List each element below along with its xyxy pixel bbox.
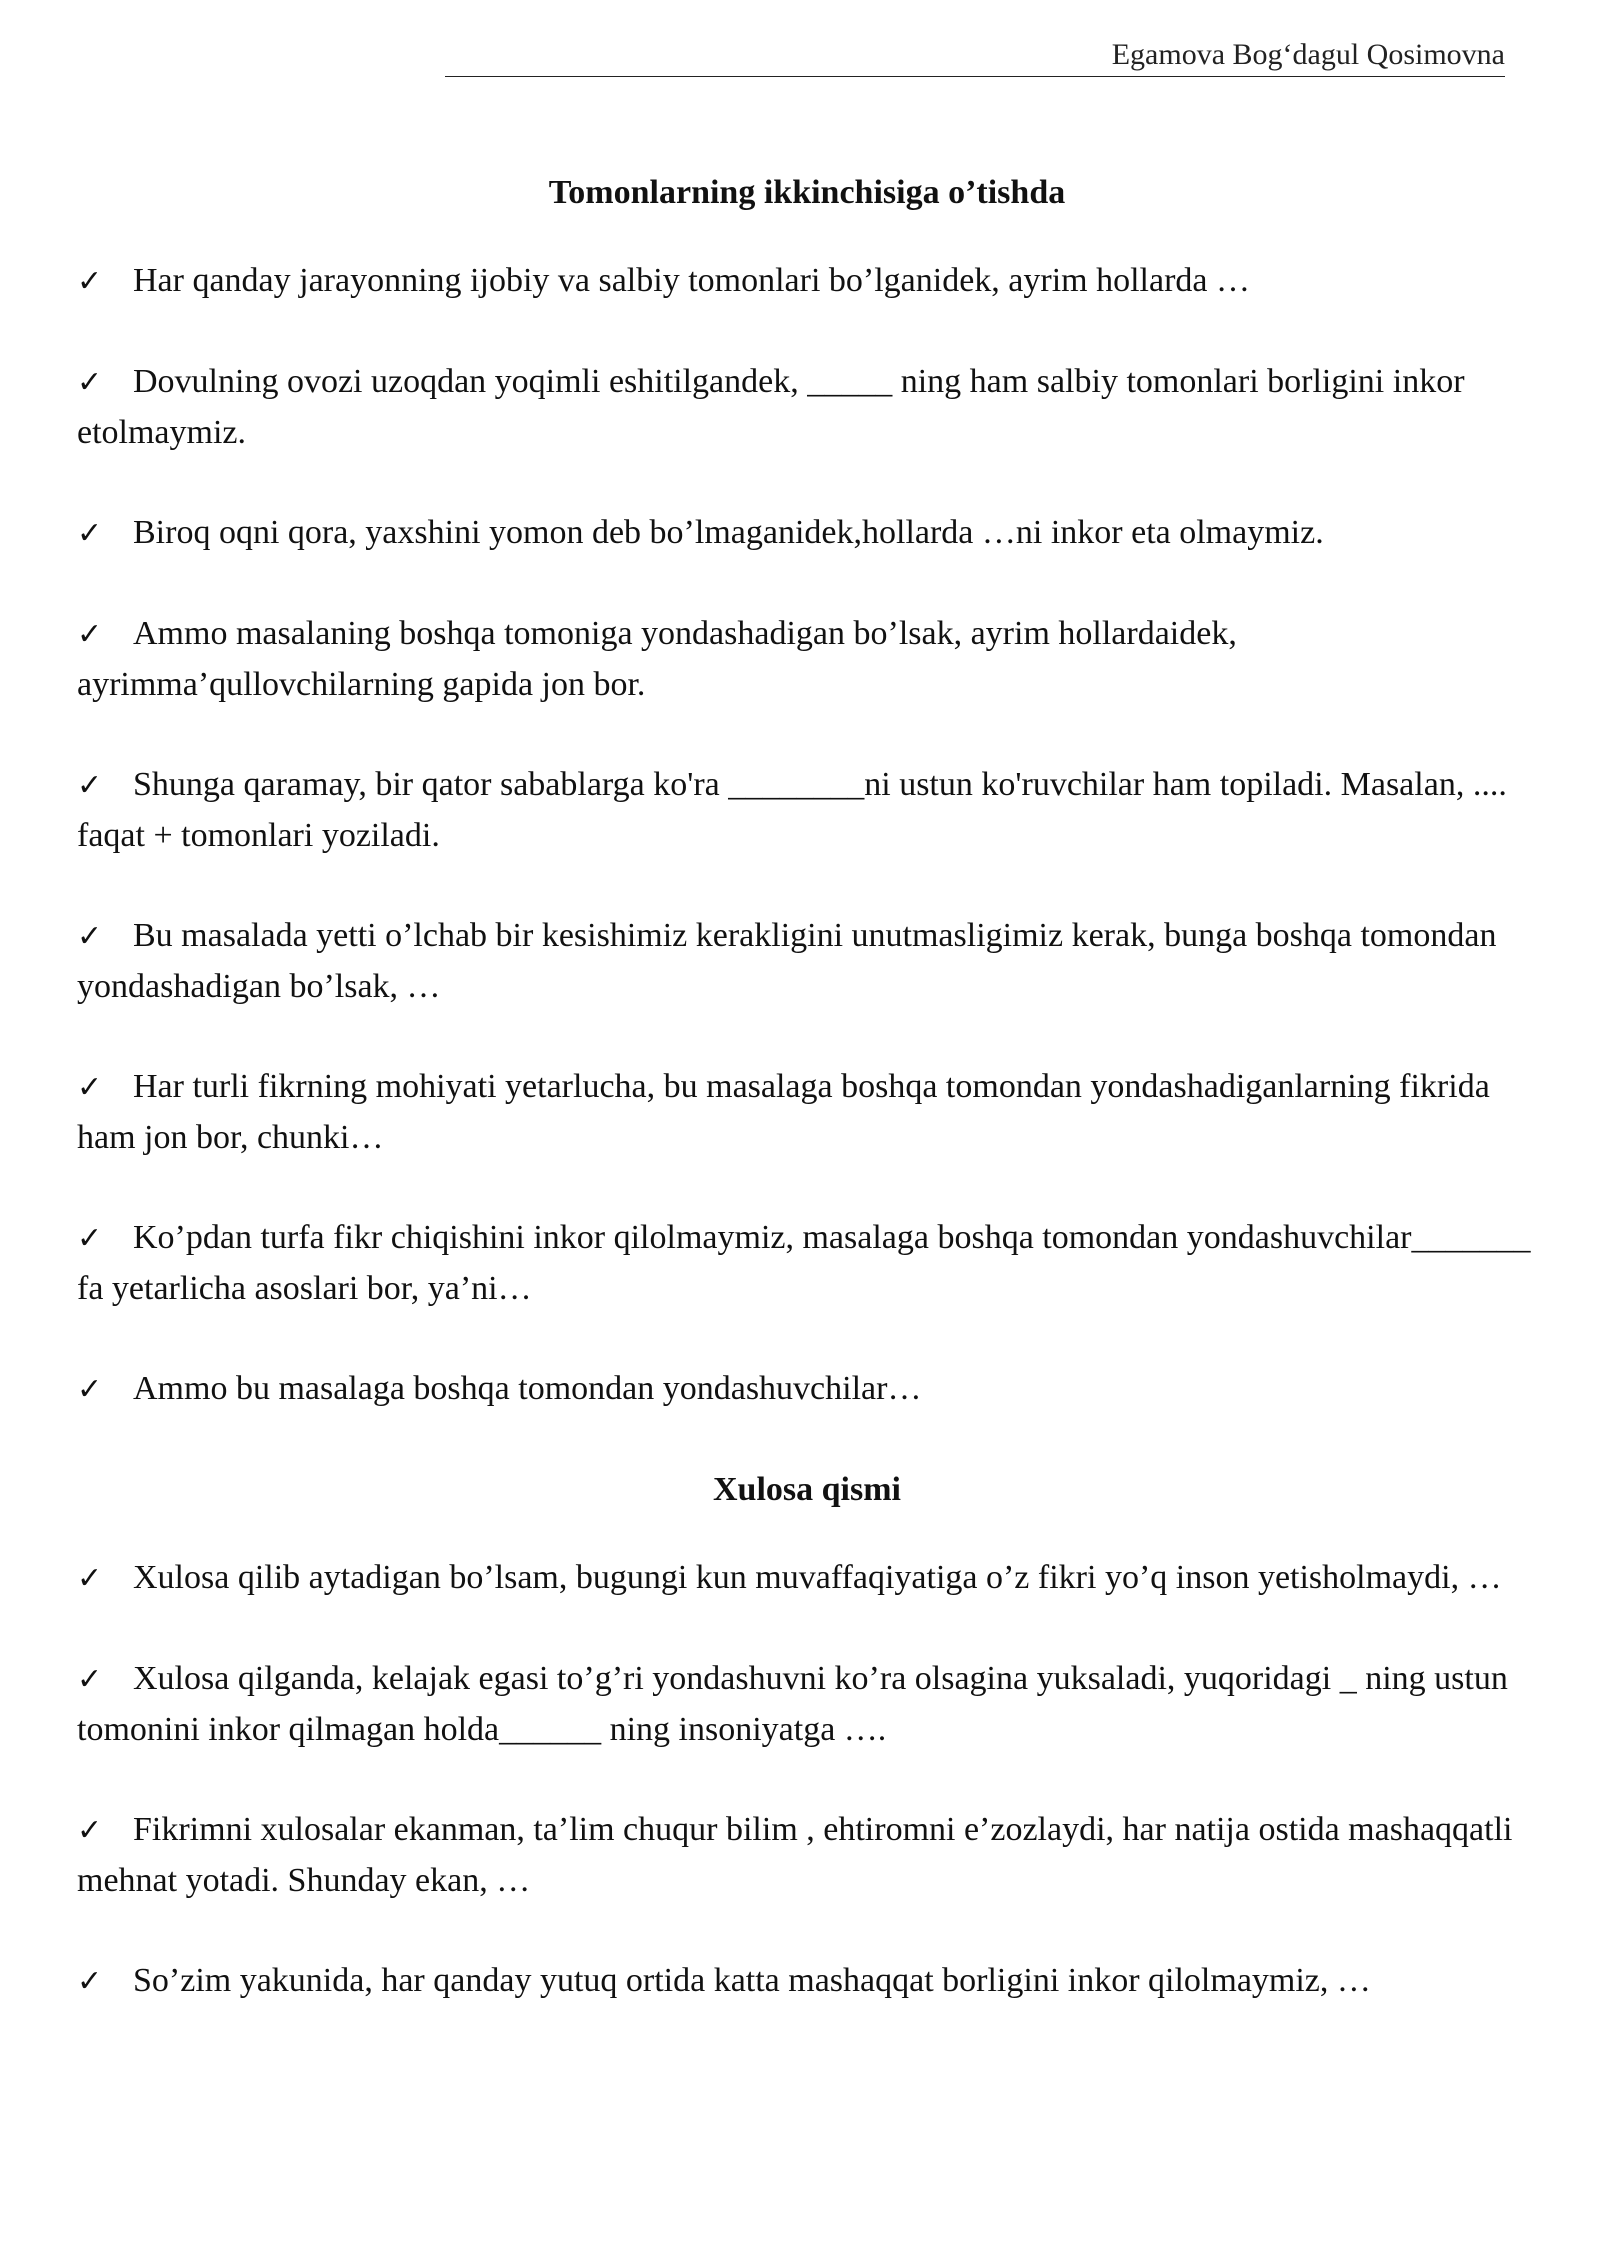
check-mark-icon: ✓: [77, 617, 103, 652]
check-mark-icon: ✓: [77, 1561, 103, 1596]
check-mark-icon: ✓: [77, 1813, 103, 1848]
list-item: [77, 1364, 1537, 1415]
item-text: Xulosa qilganda, kelajak egasi to’g’ri yondashuvni ko’ra olsagina yuksaladi, yuqoridagi _ ning ustun tomonini inkor qilmagan holda______ ning insoniyatga ….: [77, 1660, 1508, 1748]
check-mark-icon: ✓: [77, 1964, 103, 1999]
item-text: Bu masalada yetti o’lchab bir kesishimiz kerakligini unutmasligimiz kerak, bunga boshqa tomondan yondashadigan bo’lsak, …: [77, 917, 1497, 1005]
item-text: Fikrimni xulosalar ekanman, ta’lim chuqur bilim , ehtiromni e’zozlaydi, har natija ostida mashaqqatli mehnat yotadi. Shunday ekan, …: [77, 1811, 1513, 1899]
document-body: [77, 168, 1537, 2057]
section-transition: [77, 168, 1537, 1415]
item-text: Ammo masalaning boshqa tomoniga yondashadigan bo’lsak, ayrim hollardaidek, ayrimma’qullovchilarning gapida jon bor.: [77, 615, 1237, 703]
section-title: Xulosa qismi: [713, 1471, 901, 1508]
list-item: [77, 1956, 1537, 2007]
check-mark-icon: ✓: [77, 1221, 103, 1256]
list-item: [77, 1654, 1537, 1755]
list-item: [77, 357, 1537, 458]
list-item: [77, 1805, 1537, 1906]
check-mark-icon: ✓: [77, 264, 103, 299]
item-text: Ammo bu masalaga boshqa tomondan yondashuvchilar…: [133, 1370, 922, 1407]
list-item: [77, 508, 1537, 559]
item-text: Biroq oqni qora, yaxshini yomon deb bo’lmaganidek,hollarda …ni inkor eta olmaymiz.: [133, 514, 1324, 551]
check-mark-icon: ✓: [77, 1372, 103, 1407]
section-title: Tomonlarning ikkinchisiga o’tishda: [548, 174, 1066, 211]
check-mark-icon: ✓: [77, 768, 103, 803]
list-item: [77, 1062, 1537, 1163]
author-header: Egamova Bog‘dagul Qosimovna: [445, 36, 1505, 77]
check-mark-icon: ✓: [77, 1662, 103, 1697]
list-item: [77, 609, 1537, 710]
item-text: Shunga qaramay, bir qator sabablarga ko'ra ________ni ustun ko'ruvchilar ham topiladi. Masalan, .... faqat + tomonlari yoziladi.: [77, 766, 1507, 854]
item-text: So’zim yakunida, har qanday yutuq ortida katta mashaqqat borligini inkor qilolmaymiz, …: [133, 1962, 1371, 1999]
item-text: Har qanday jarayonning ijobiy va salbiy tomonlari bo’lganidek, ayrim hollarda …: [133, 262, 1250, 299]
item-text: Ko’pdan turfa fikr chiqishini inkor qilolmaymiz, masalaga boshqa tomondan yondashuvchilar_______ fa yetarlicha asoslari bor, ya’ni…: [77, 1219, 1531, 1307]
list-item: [77, 911, 1537, 1012]
check-mark-icon: ✓: [77, 919, 103, 954]
list-item: [77, 256, 1537, 307]
item-text: Dovulning ovozi uzoqdan yoqimli eshitilgandek, _____ ning ham salbiy tomonlari borligini inkor etolmaymiz.: [77, 363, 1465, 451]
check-mark-icon: ✓: [77, 365, 103, 400]
item-text: Har turli fikrning mohiyati yetarlucha, bu masalaga boshqa tomondan yondashadiganlarning fikrida ham jon bor, chunki…: [77, 1068, 1490, 1156]
check-mark-icon: ✓: [77, 516, 103, 551]
list-item: [77, 760, 1537, 861]
list-item: [77, 1553, 1537, 1604]
list-item: [77, 1213, 1537, 1314]
check-mark-icon: ✓: [77, 1070, 103, 1105]
section-conclusion: [77, 1465, 1537, 2007]
item-text: Xulosa qilib aytadigan bo’lsam, bugungi kun muvaffaqiyatiga o’z fikri yo’q inson yetisholmaydi, …: [133, 1559, 1502, 1596]
